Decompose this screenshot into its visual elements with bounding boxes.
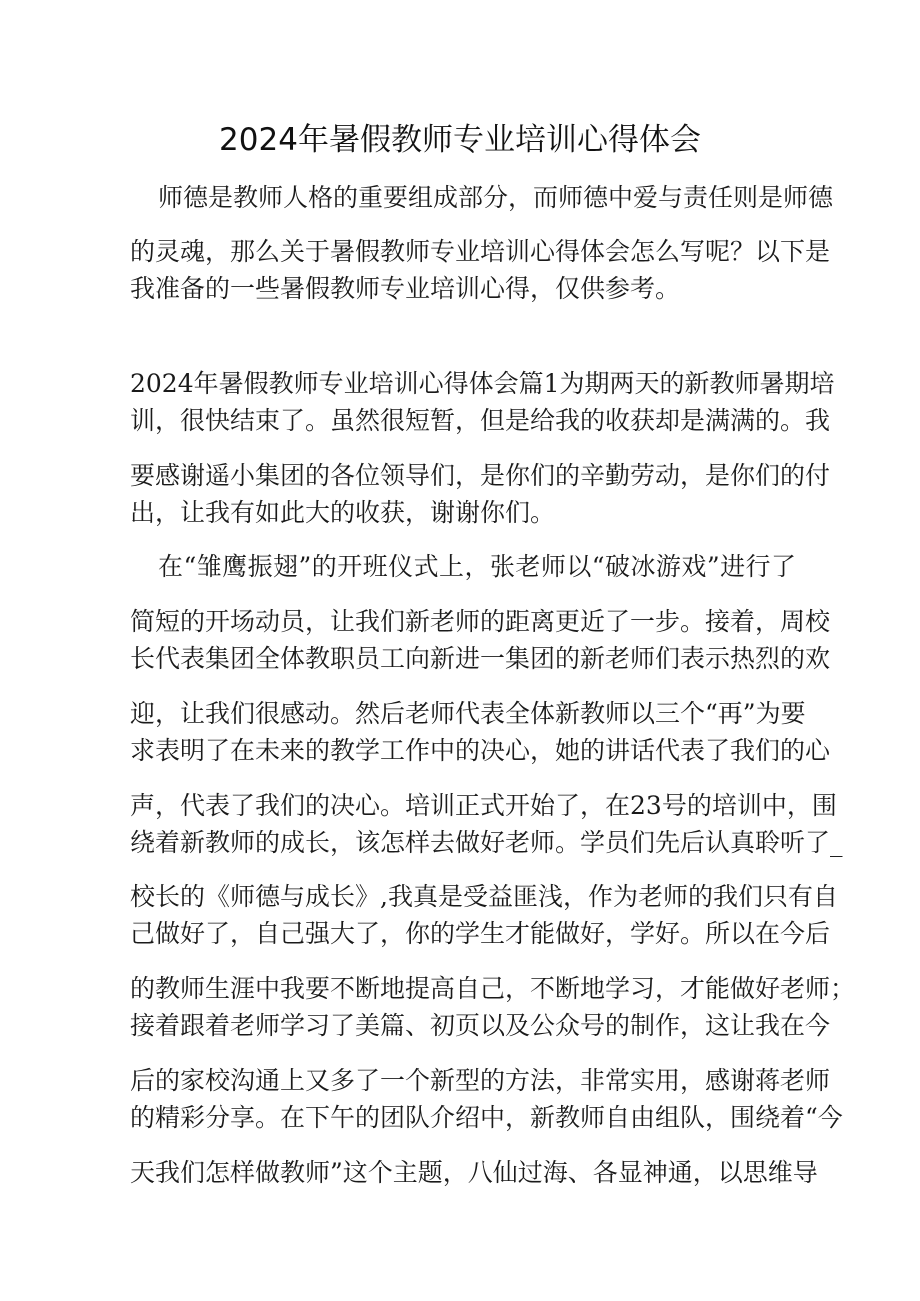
section-1-line-4: 出，让我有如此大的收获，谢谢你们。 [130,498,556,527]
paragraph-2-line-2: 简短的开场动员，让我们新老师的距离更近了一步。接着，周校 [130,607,831,636]
intro-line-1: 师德是教师人格的重要组成部分，而师德中爱与责任则是师德 [158,183,834,212]
intro-line-3: 我准备的一些暑假教师专业培训心得，仅供参考。 [130,274,681,303]
section-1-line-2: 训，很快结束了。虽然很短暂，但是给我的收获却是满满的。我 [130,406,831,435]
paragraph-2-line-6: 声，代表了我们的决心。培训正式开始了，在23号的培训中，围 [130,791,837,820]
paragraph-2-line-9: 己做好了，自己强大了，你的学生才能做好，学好。所以在今后 [130,919,831,948]
paragraph-2-line-13: 的精彩分享。在下午的团队介绍中，新教师自由组队，围绕着“今 [130,1103,843,1132]
intro-line-2: 的灵魂，那么关于暑假教师专业培训心得体会怎么写呢？以下是 [130,237,831,266]
paragraph-2-line-5: 求表明了在未来的教学工作中的决心，她的讲话代表了我们的心 [130,736,831,765]
paragraph-2-line-1: 在“雏鹰振翅”的开班仪式上，张老师以“破冰游戏”进行了 [158,552,796,581]
paragraph-2-line-11: 接着跟着老师学习了美篇、初页以及公众号的制作，这让我在今 [130,1011,831,1040]
section-1-line-3: 要感谢遥小集团的各位领导们，是你们的辛勤劳动，是你们的付 [130,461,831,490]
paragraph-2-line-3: 长代表集团全体教职员工向新进一集团的新老师们表示热烈的欢 [130,644,831,673]
section-1-line-1: 2024年暑假教师专业培训心得体会篇1为期两天的新教师暑期培 [130,369,835,398]
paragraph-2-line-14: 天我们怎样做教师”这个主题，八仙过海、各显神通，以思维导 [130,1158,818,1187]
document-title: 2024年暑假教师专业培训心得体会 [219,122,701,158]
paragraph-2-line-4: 迎，让我们很感动。然后老师代表全体新教师以三个“再”为要 [130,699,806,728]
paragraph-2-line-10: 的教师生涯中我要不断地提高自己，不断地学习，才能做好老师； [130,974,856,1003]
paragraph-2-line-12: 后的家校沟通上又多了一个新型的方法，非常实用，感谢蒋老师 [130,1066,831,1095]
paragraph-2-line-8: 校长的《师德与成长》,我真是受益匪浅，作为老师的我们只有自 [130,882,838,911]
paragraph-2-line-7: 绕着新教师的成长，该怎样去做好老师。学员们先后认真聆听了_ [130,828,843,857]
